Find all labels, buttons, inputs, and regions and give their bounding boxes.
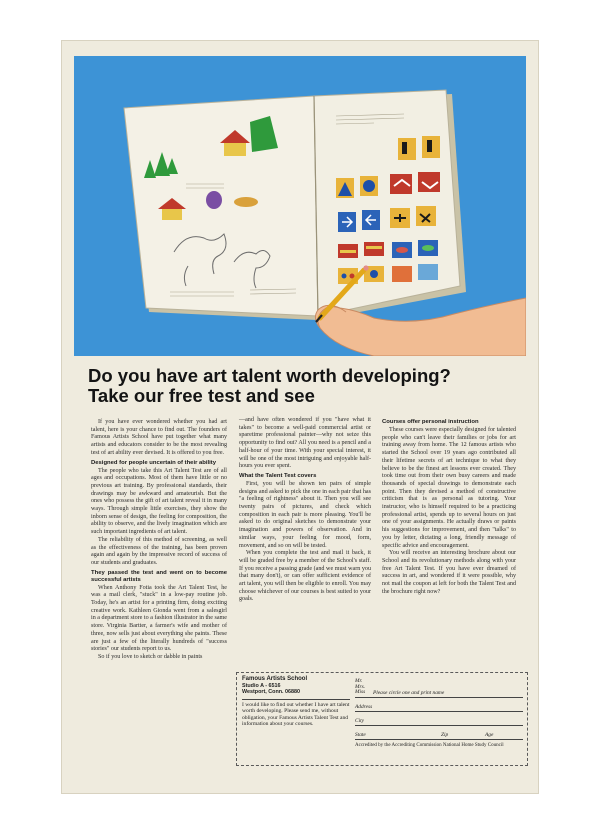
paragraph: First, you will be shown ten pairs of simple designs and asked to pick the one in each pair that has "a feeling of rightness" about it. Then you will see twenty pairs of pictures, and check which composition in each pair is more pleasing. You'll be asked to do original sketches to demonstrate your imagination and powers of observation. And in similar ways, your feeling for mood, form, movement, and so on will be tested. (239, 480, 371, 549)
zip-label: Zip (441, 732, 449, 738)
paragraph: When you complete the test and mail it back, it will be graded free by a member of the School's staff. If you receive a passing grade (and we must warn you that many don't), or can offer sufficient evidence of art talent, you will then be eligible to enroll. You may choose whichever of our courses is best suited to your goals. (239, 550, 371, 603)
coupon-message: I would like to find out whether I have art talent worth developing. Please send me, without obligation, your Famous Artists Talent Test and information about your courses. (242, 699, 350, 728)
state-label: State (355, 732, 366, 738)
paragraph: —and have often wondered if you "have what it takes" to become a well-paid commercial artist or sparetime professional painter—why not seize this opportunity to find out? All you need is a pencil and a half-hour of your time. With your special interest, it will be one of the most intriguing and enjoyable half-hours you ever spent. (239, 417, 371, 470)
paragraph: So if you love to sketch or dabble in paints (98, 653, 203, 660)
paragraph: If you have ever wondered whether you had art talent, here is your chance to find out. The founders of Famous Artists School have put together what many artists and educators consider to be the most revealing test of art ability ever devised. It is offered to you free. (91, 419, 227, 456)
name-field-hint: Please circle one and print name (373, 690, 445, 696)
salutation-mr[interactable]: Mr. (355, 678, 363, 685)
magazine-back-cover (62, 41, 538, 793)
address-label: Address (355, 704, 373, 710)
paragraph: These courses were especially designed for talented people who can't leave their families or jobs for art training away from home. The 12 famous artists who started the School over 19 years ago contributed all their lifetime secrets of art technique to what they believe to be the finest art lessons ever created. They took time out from their own busy careers and made thousands of special drawings to demonstrate each point. Then they devised a method of constructive criticism that is as personal as tutoring. Your instructor, who is himself required to be a practicing professional artist, spends up to several hours on just one of your assignments. He actually draws or paints his suggestions for improvement, and then "talks" to you by letter, dictating a long, friendly message of specific advice and encouragement. (382, 427, 516, 549)
subheading: They passed the test and went on to become successful artists (91, 569, 227, 583)
paragraph: The people who take this Art Talent Test are of all ages and occupations. Most of them have little or no previous art training. By professional standards, their drawings may be awkward and amateurish. But the ones who possess the gift of art talent reveal it in many ways. Through simple little exercises, they show the inborn sense of design, the feeling for composition, the ability to observe, and the lively imagination which are such important ingredients of art talent. (91, 467, 227, 536)
subheading: Courses offer personal instruction (382, 419, 479, 425)
body-column-1 (91, 419, 227, 662)
headline-line-1: Do you have art talent worth developing? (88, 365, 451, 386)
coupon-school-info (242, 676, 350, 727)
state-zip-age-field[interactable] (355, 729, 523, 740)
headline (88, 366, 518, 406)
school-name: Famous Artists School (242, 676, 308, 682)
paragraph: The reliability of this method of screening, as well as the effectiveness of the training, has been proven again and again by the impressive record of success of our students and graduates. (91, 536, 227, 566)
salutation-miss[interactable]: Miss (355, 689, 366, 696)
paragraph: You will receive an interesting brochure about our School and its revolutionary methods along with your free Art Talent Test. If you have ever dreamed of success in art, and wondered if it were possible, why not mail the coupon at left for both the Talent Test and the brochure right now? (382, 550, 516, 595)
accreditation-note: Accredited by the Accrediting Commission National Home Study Council (355, 743, 504, 748)
coupon-form[interactable] (355, 677, 523, 748)
city-field[interactable] (355, 715, 523, 726)
paragraph: When Anthony Fotia took the Art Talent Test, he was a mail clerk, "stuck" in a low-pay routine job. Today, he's an artist for a printing firm, doing exciting creative work. Kathleen Gionda went from a salesgirl in a department store to a fashion illustrator in the same store. Virginia Bartter, a farmer's wife and mother of three, now sells just about everything she paints. These are just a few of the literally hundreds of "success stories" our students report to us. (91, 584, 227, 653)
studio-code: Studio A - 6516 (242, 682, 281, 689)
subheading: What the Talent Test covers (239, 472, 317, 479)
mail-in-coupon[interactable] (236, 672, 528, 766)
city-label: City (355, 718, 364, 724)
age-label: Age (485, 732, 494, 738)
school-address: Westport, Conn. 06880 (242, 689, 301, 696)
body-column-3 (382, 417, 516, 596)
salutation-mrs[interactable]: Mrs. (355, 683, 366, 690)
art-test-book-illustration (74, 56, 526, 356)
open-book-with-hand-drawing (74, 56, 526, 356)
subheading: Designed for people uncertain of their ability (91, 459, 217, 466)
name-field[interactable] (355, 677, 523, 698)
address-field[interactable] (355, 701, 523, 712)
headline-line-2: Take our free test and see (88, 385, 315, 406)
body-column-2 (239, 417, 371, 604)
